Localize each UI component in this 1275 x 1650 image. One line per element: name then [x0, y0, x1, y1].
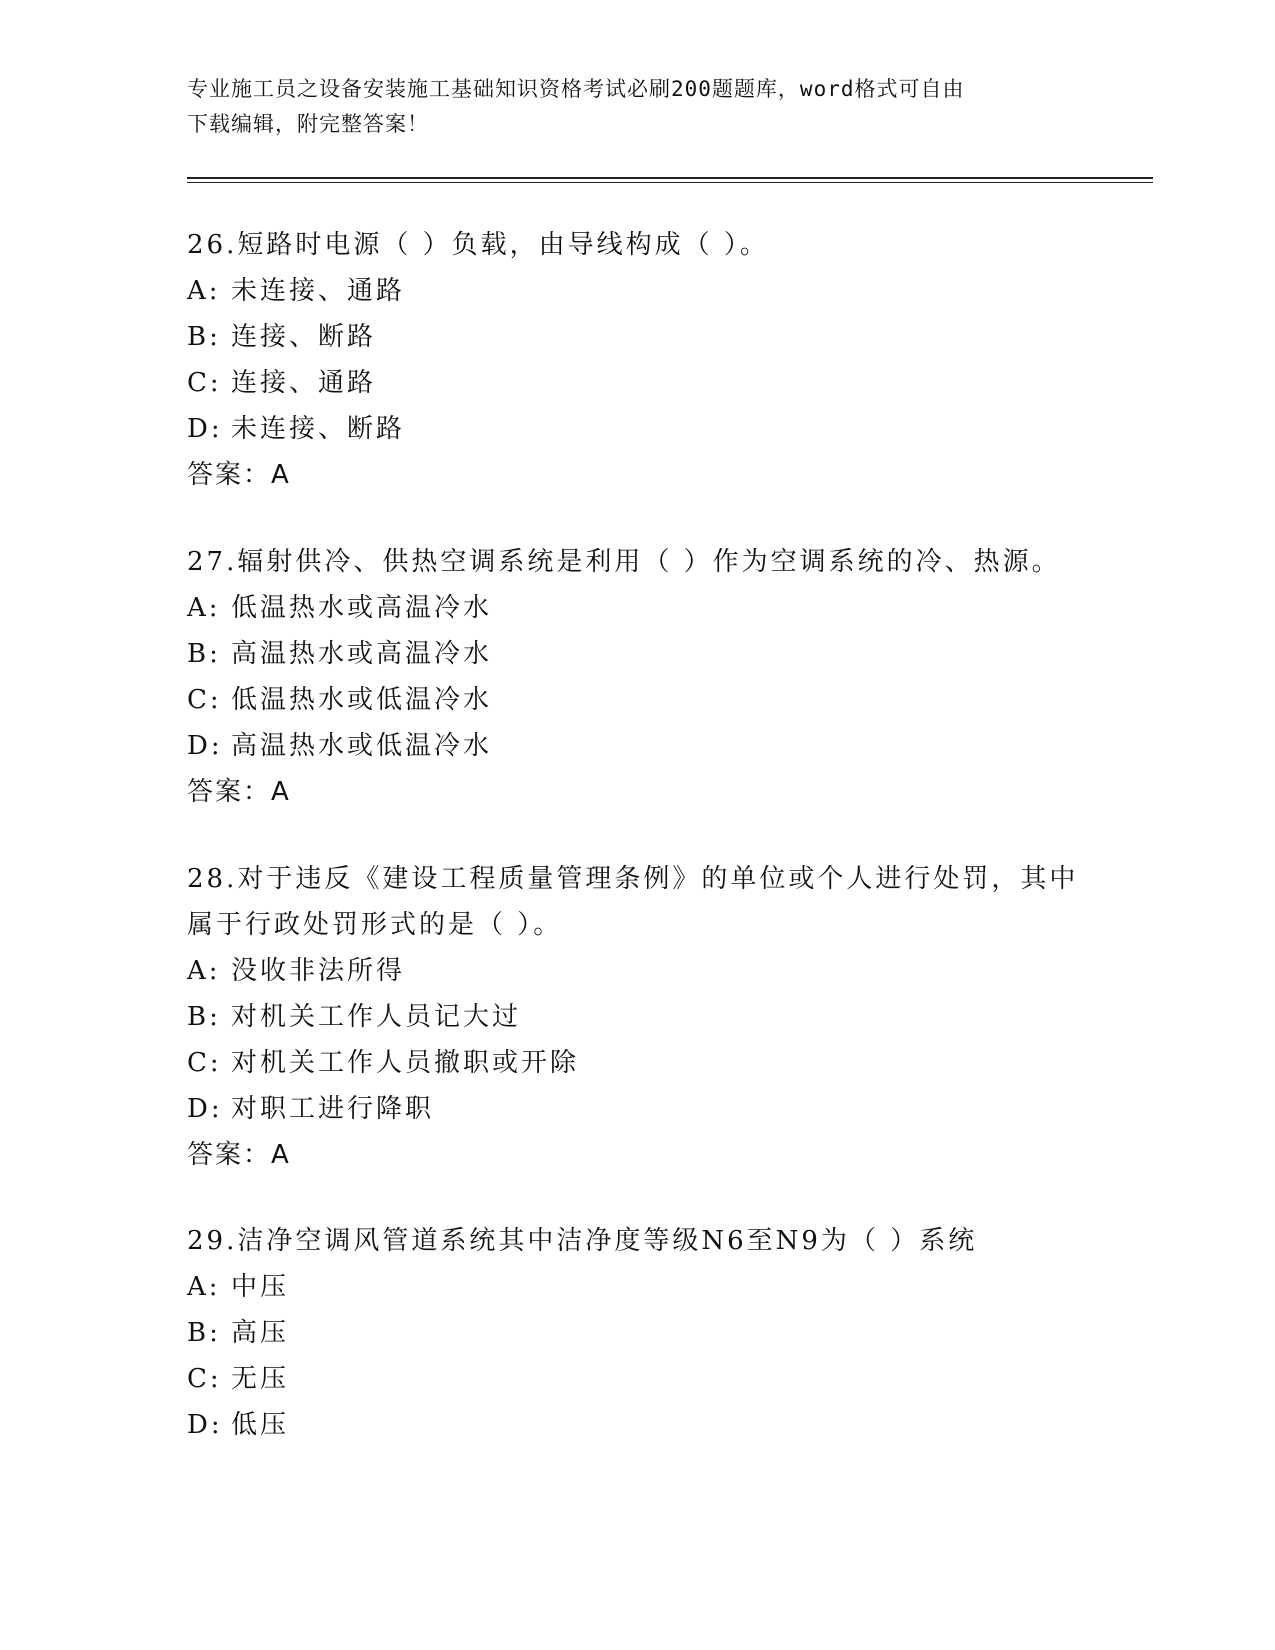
option-letter: A: [187, 593, 221, 623]
option-letter: D: [187, 731, 223, 761]
option-b [187, 314, 1087, 360]
option-letter: C: [187, 1364, 222, 1394]
option-text: 连接、断路 [231, 322, 377, 352]
option-text: 高压 [231, 1318, 290, 1348]
option-a [187, 948, 1087, 994]
question-stem-continued: 属于行政处罚形式的是（ ）。 [187, 910, 563, 940]
option-c [187, 1356, 1087, 1402]
question-stem: 26.短路时电源（ ）负载，由导线构成（ ）。 [187, 230, 769, 260]
option-letter: B: [187, 1318, 221, 1348]
question-29 [187, 1218, 1087, 1448]
option-d [187, 1402, 1087, 1448]
option-text: 没收非法所得 [231, 956, 406, 986]
question-stem: 28.对于违反《建设工程质量管理条例》的单位或个人进行处罚，其中 [187, 864, 1079, 894]
option-c [187, 677, 1087, 723]
option-d [187, 1086, 1087, 1132]
option-letter: A: [187, 956, 221, 986]
question-stem: 29.洁净空调风管道系统其中洁净度等级N6至N9为（ ）系统 [187, 1226, 978, 1256]
option-c [187, 360, 1087, 406]
option-text: 未连接、通路 [231, 276, 406, 306]
option-text: 高温热水或低温冷水 [231, 731, 493, 761]
question-stem: 27.辐射供冷、供热空调系统是利用（ ）作为空调系统的冷、热源。 [187, 547, 1061, 577]
option-b [187, 631, 1087, 677]
header-divider-thin [187, 182, 1153, 183]
option-letter: D: [187, 1410, 223, 1440]
option-letter: D: [187, 1094, 223, 1124]
question-27 [187, 539, 1087, 815]
option-text: 未连接、断路 [231, 414, 406, 444]
option-text: 对机关工作人员撤职或开除 [231, 1048, 580, 1078]
header-line-1: 专业施工员之设备安装施工基础知识资格考试必刷200题题库，word格式可自由 [187, 77, 965, 101]
answer-line: 答案：A [187, 460, 291, 490]
option-letter: D: [187, 414, 223, 444]
option-letter: C: [187, 1048, 222, 1078]
option-text: 对机关工作人员记大过 [231, 1002, 522, 1032]
option-text: 高温热水或高温冷水 [231, 639, 493, 669]
answer-line: 答案：A [187, 1140, 291, 1170]
option-text: 中压 [231, 1272, 290, 1302]
document-header [187, 72, 1087, 142]
answer-line: 答案：A [187, 777, 291, 807]
option-text: 低温热水或低温冷水 [231, 685, 493, 715]
option-b [187, 1310, 1087, 1356]
option-c [187, 1040, 1087, 1086]
question-26 [187, 222, 1087, 498]
option-d [187, 406, 1087, 452]
option-a [187, 585, 1087, 631]
option-letter: C: [187, 685, 222, 715]
option-text: 对职工进行降职 [231, 1094, 435, 1124]
option-letter: B: [187, 1002, 221, 1032]
option-text: 无压 [231, 1364, 290, 1394]
question-28 [187, 856, 1087, 1178]
option-text: 低压 [231, 1410, 290, 1440]
option-letter: C: [187, 368, 222, 398]
option-d [187, 723, 1087, 769]
option-a [187, 268, 1087, 314]
option-text: 低温热水或高温冷水 [231, 593, 493, 623]
option-letter: B: [187, 322, 221, 352]
header-line-2: 下载编辑，附完整答案！ [187, 112, 429, 136]
option-letter: B: [187, 639, 221, 669]
header-divider-thick [187, 177, 1153, 179]
option-a [187, 1264, 1087, 1310]
option-letter: A: [187, 1272, 221, 1302]
option-b [187, 994, 1087, 1040]
option-text: 连接、通路 [231, 368, 377, 398]
option-letter: A: [187, 276, 221, 306]
